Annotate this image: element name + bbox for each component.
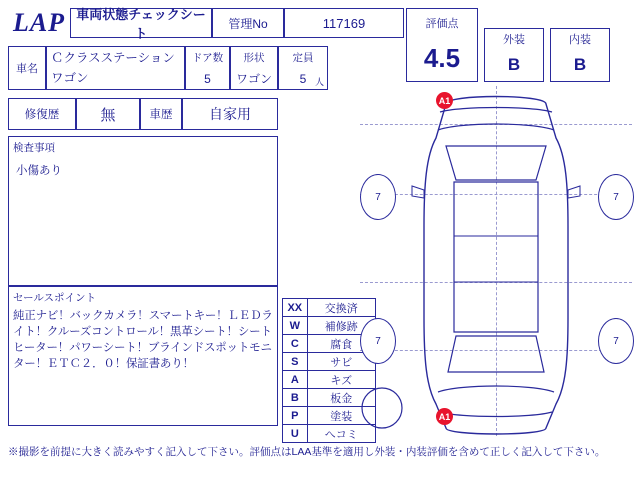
legend-code: U xyxy=(283,425,308,443)
seating-capacity-value xyxy=(278,68,328,90)
body-shape-value: ワゴン xyxy=(230,68,278,90)
footer-note: ※撮影を前提に大きく読みやすく記入して下さい。評価点はLAA基準を適用し外装・内装評価を含めて正しく記入して下さい。 xyxy=(8,446,606,458)
wheel-rear-left-label: 7 xyxy=(375,335,381,347)
legend-code: C xyxy=(283,335,308,353)
legend-code: W xyxy=(283,317,308,335)
inspection-items-body: 小傷あり xyxy=(16,165,62,177)
repair-history-label: 修復歴 xyxy=(8,98,76,130)
legend-desc: 塗装 xyxy=(307,407,375,425)
damage-badge-top: A1 xyxy=(436,92,453,109)
sales-point-body: 純正ナビ！バックカメラ！スマートキー！ＬＥＤライト！クルーズコントロール！黒革シート！シートヒーター！パワーシート！ブラインドスポットモニター！ＥＴＣ２．０！保証書あり！ xyxy=(13,310,273,370)
legend-desc: 補修跡 xyxy=(307,317,375,335)
seating-capacity-unit: 人 xyxy=(314,77,324,87)
rating-label: 評価点 xyxy=(406,8,478,36)
legend-code: B xyxy=(283,389,308,407)
repair-history-value: 無 xyxy=(76,98,140,130)
wheel-front-right xyxy=(598,174,634,220)
damage-badge-bottom: A1 xyxy=(436,408,453,425)
legend-desc: へコミ xyxy=(307,425,375,443)
wheel-front-left xyxy=(360,174,396,220)
vehicle-name-value: Ｃクラスステーションワゴン xyxy=(46,46,185,90)
door-count-label: ドア数 xyxy=(185,46,230,68)
management-no-value: 117169 xyxy=(284,8,404,38)
wheel-rear-right-label: 7 xyxy=(613,335,619,347)
interior-grade-label: 内装 xyxy=(550,28,610,48)
wheel-rear-right xyxy=(598,318,634,364)
page-title: 車両状態チェックシート xyxy=(70,8,212,38)
wheel-front-right-label: 7 xyxy=(613,191,619,203)
legend-desc: キズ xyxy=(307,371,375,389)
management-no-label: 管理No xyxy=(212,8,284,38)
legend-desc: 交換済 xyxy=(307,299,375,317)
rating-value: 4.5 xyxy=(406,36,478,82)
legend-code: A xyxy=(283,371,308,389)
exterior-grade-value: B xyxy=(484,48,544,82)
inspection-items-title: 検査事項 xyxy=(13,142,55,154)
car-damage-diagram xyxy=(360,86,632,436)
legend-desc: 腐食 xyxy=(307,335,375,353)
interior-grade-value: B xyxy=(550,48,610,82)
door-count-value: 5 xyxy=(185,68,230,90)
vehicle-name-label: 車名 xyxy=(8,46,46,90)
exterior-grade-label: 外装 xyxy=(484,28,544,48)
vehicle-history-label: 車歴 xyxy=(140,98,182,130)
wheel-front-left-label: 7 xyxy=(375,191,381,203)
wheel-rear-left xyxy=(360,318,396,364)
body-shape-label: 形状 xyxy=(230,46,278,68)
car-body-outline-icon xyxy=(360,86,632,436)
inspection-items-box xyxy=(8,136,278,286)
legend-desc: サビ xyxy=(307,353,375,371)
legend-code: P xyxy=(283,407,308,425)
lap-logo xyxy=(8,8,70,38)
legend-code: S xyxy=(283,353,308,371)
seating-capacity-number: 5 xyxy=(299,71,307,86)
vehicle-history-value: 自家用 xyxy=(182,98,278,130)
lap-logo-text: LAP xyxy=(12,8,66,37)
sales-point-title: セールスポイント xyxy=(13,292,97,304)
legend-code: XX xyxy=(283,299,308,317)
seating-capacity-label: 定員 xyxy=(278,46,328,68)
legend-desc: 板金 xyxy=(307,389,375,407)
